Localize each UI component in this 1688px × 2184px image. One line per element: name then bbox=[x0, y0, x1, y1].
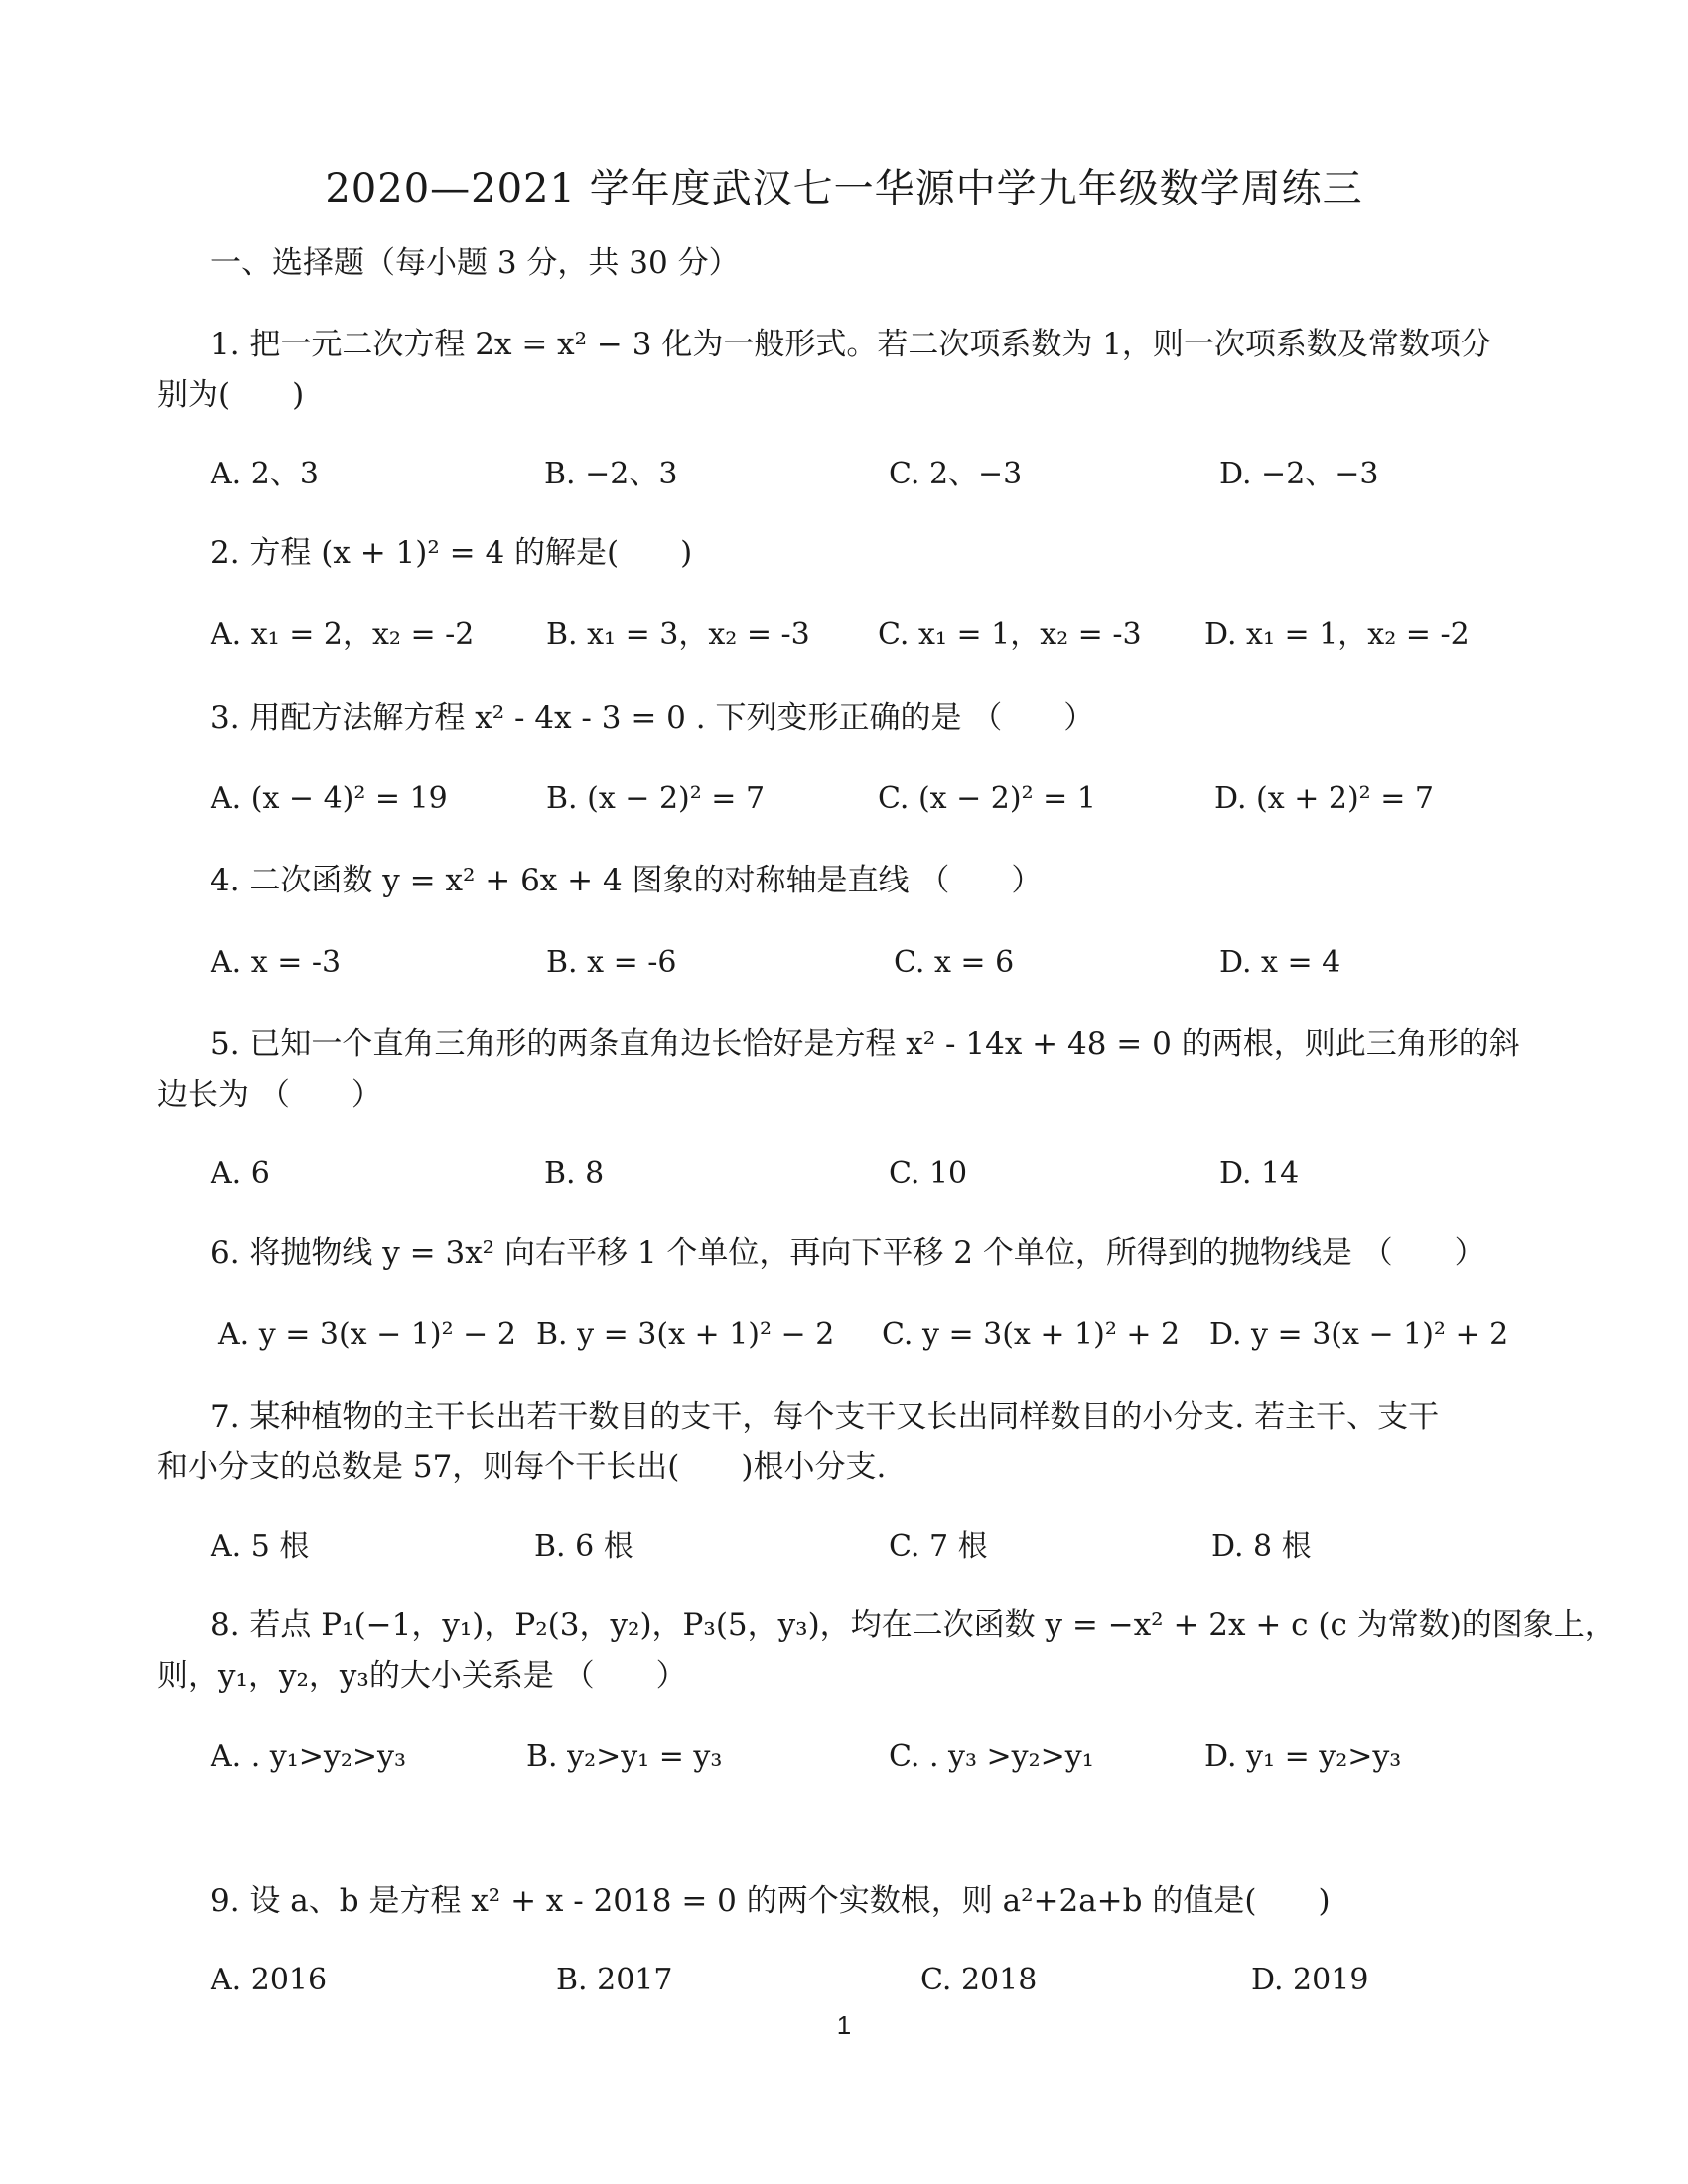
question-4-option-c: C. x = 6 bbox=[894, 945, 1015, 980]
question-6-stem: 6. 将抛物线 y = 3x² 向右平移 1 个单位，再向下平移 2 个单位，所得到的抛物线是 （ ） bbox=[211, 1235, 1485, 1271]
question-4-option-a: A. x = -3 bbox=[211, 945, 342, 980]
question-9-stem: 9. 设 a、b 是方程 x² + x - 2018 = 0 的两个实数根，则 a²+2a+b 的值是( ) bbox=[211, 1883, 1331, 1919]
question-4-stem: 4. 二次函数 y = x² + 6x + 4 图象的对称轴是直线 （ ） bbox=[211, 863, 1043, 898]
question-3-option-c: C. (x − 2)² = 1 bbox=[878, 781, 1096, 816]
question-3-stem: 3. 用配方法解方程 x² - 4x - 3 = 0 . 下列变形正确的是 （ ） bbox=[211, 700, 1095, 736]
question-2-option-c: C. x₁ = 1，x₂ = -3 bbox=[878, 617, 1142, 652]
question-8-option-a: A. . y₁>y₂>y₃ bbox=[211, 1739, 407, 1774]
question-7-stem-line-1: 7. 某种植物的主干长出若干数目的支干，每个支干又长出同样数目的小分支. 若主干、支干 bbox=[211, 1399, 1440, 1434]
question-5-stem-line-1: 5. 已知一个直角三角形的两条直角边长恰好是方程 x² - 14x + 48 = 0 的两根，则此三角形的斜 bbox=[211, 1026, 1520, 1062]
question-9-option-d: D. 2019 bbox=[1251, 1963, 1369, 1997]
question-4-option-d: D. x = 4 bbox=[1219, 945, 1341, 980]
question-1-option-d: D. −2、−3 bbox=[1219, 457, 1379, 491]
question-7-option-a: A. 5 根 bbox=[211, 1529, 310, 1564]
question-7-option-b: B. 6 根 bbox=[534, 1529, 633, 1564]
question-5-stem-line-2: 边长为 （ ） bbox=[157, 1077, 382, 1113]
page-title: 2020—2021 学年度武汉七一华源中学九年级数学周练三 bbox=[325, 166, 1363, 211]
question-8-option-b: B. y₂>y₁ = y₃ bbox=[526, 1739, 723, 1774]
question-8-stem-line-1: 8. 若点 P₁(−1，y₁)，P₂(3，y₂)，P₃(5，y₃)，均在二次函数 y = −x² + 2x + c (c 为常数)的图象上， bbox=[211, 1607, 1616, 1643]
question-9-option-a: A. 2016 bbox=[211, 1963, 328, 1997]
question-5-option-a: A. 6 bbox=[211, 1157, 270, 1191]
question-5-option-d: D. 14 bbox=[1219, 1157, 1300, 1191]
question-4-option-b: B. x = -6 bbox=[546, 945, 677, 980]
question-7-option-c: C. 7 根 bbox=[889, 1529, 988, 1564]
question-3-option-d: D. (x + 2)² = 7 bbox=[1214, 781, 1435, 816]
question-6-option-c: C. y = 3(x + 1)² + 2 bbox=[882, 1317, 1181, 1352]
question-5-option-c: C. 10 bbox=[889, 1157, 968, 1191]
question-6-option-a: A. y = 3(x − 1)² − 2 bbox=[218, 1317, 516, 1352]
question-3-option-b: B. (x − 2)² = 7 bbox=[546, 781, 766, 816]
question-6-option-d: D. y = 3(x − 1)² + 2 bbox=[1209, 1317, 1509, 1352]
question-1-option-c: C. 2、−3 bbox=[889, 457, 1023, 491]
question-8-stem-line-2: 则，y₁，y₂，y₃的大小关系是 （ ） bbox=[157, 1658, 687, 1694]
section-heading: 一、选择题（每小题 3 分，共 30 分） bbox=[211, 245, 740, 281]
question-1-option-b: B. −2、3 bbox=[544, 457, 678, 491]
question-7-stem-line-2: 和小分支的总数是 57，则每个干长出( )根小分支. bbox=[157, 1449, 887, 1485]
question-9-option-b: B. 2017 bbox=[556, 1963, 673, 1997]
question-1-option-a: A. 2、3 bbox=[211, 457, 319, 491]
question-8-option-c: C. . y₃ >y₂>y₁ bbox=[889, 1739, 1094, 1774]
question-2-option-b: B. x₁ = 3，x₂ = -3 bbox=[546, 617, 810, 652]
page-number: 1 bbox=[836, 2010, 852, 2040]
question-7-option-d: D. 8 根 bbox=[1211, 1529, 1312, 1564]
question-9-option-c: C. 2018 bbox=[920, 1963, 1038, 1997]
question-3-option-a: A. (x − 4)² = 19 bbox=[211, 781, 448, 816]
question-2-option-a: A. x₁ = 2，x₂ = -2 bbox=[211, 617, 475, 652]
question-2-stem: 2. 方程 (x + 1)² = 4 的解是( ) bbox=[211, 535, 693, 571]
question-2-option-d: D. x₁ = 1，x₂ = -2 bbox=[1204, 617, 1470, 652]
question-1-stem-line-1: 1. 把一元二次方程 2x = x² − 3 化为一般形式。若二次项系数为 1，则一次项系数及常数项分 bbox=[211, 327, 1491, 362]
question-5-option-b: B. 8 bbox=[544, 1157, 605, 1191]
question-8-option-d: D. y₁ = y₂>y₃ bbox=[1204, 1739, 1402, 1774]
question-1-stem-line-2: 别为( ) bbox=[157, 377, 305, 413]
question-6-option-b: B. y = 3(x + 1)² − 2 bbox=[536, 1317, 835, 1352]
